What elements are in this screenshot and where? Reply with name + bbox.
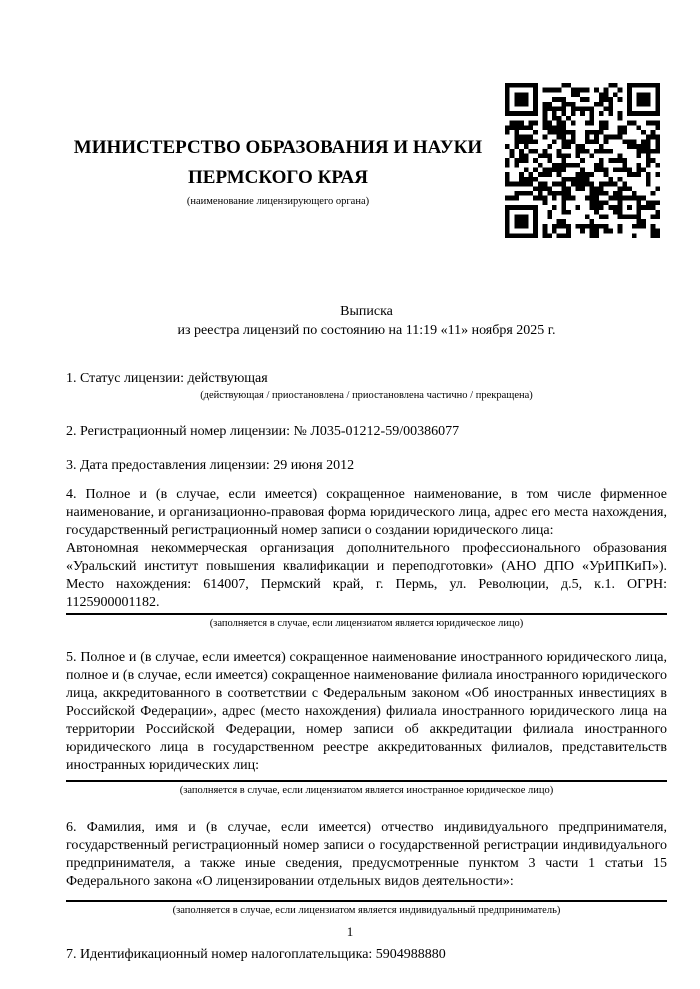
taxpayer-number: 7. Идентификационный номер налогоплательщика: 5904988880 [66, 947, 446, 962]
legal-entity-prompt: 4. Полное и (в случае, если имеется) сокращенное наименование, в том числе фирменное наименование, и организационно-правовая форма юридического лица, адрес его места нахождения, государственный регистрационный номер записи о создании юридического лица: [66, 487, 667, 538]
ministry-name-line2: ПЕРМСКОГО КРАЯ [188, 167, 368, 188]
license-status-caption: (действующая / приостановлена / приостановлена частично / прекращена) [200, 390, 533, 401]
foreign-entity-prompt: 5. Полное и (в случае, если имеется) сокращенное наименование иностранного юридического лица, полное и (в случае, если имеется) сокращенное наименование филиала иностранного юридического лица, аккредитованного в соответствии с Федеральным законом «Об иностранных инвестициях в Российской Федерации», адрес (место нахождения) филиала иностранного юридического лица на территории Российской Федерации, номер записи об аккредитации филиала иностранного юридического лица в государственном реестре аккредитованных филиалов, представительств иностранных юридических лиц: [66, 650, 667, 773]
entrepreneur-prompt: 6. Фамилия, имя и (в случае, если имеется) отчество индивидуального предпринимателя, государственный регистрационный номер записи о государственной регистрации индивидуального предпринимателя, а также иные сведения, предусмотренные пунктом 3 части 1 статьи 15 Федерального закона «О лицензировании отдельных видов деятельности»: [66, 820, 667, 889]
license-registration-number: 2. Регистрационный номер лицензии: № Л035-01212-59/00386077 [66, 424, 460, 439]
license-status: 1. Статус лицензии: действующая [66, 371, 268, 386]
legal-entity-caption: (заполняется в случае, если лицензиатом является юридическое лицо) [209, 618, 524, 629]
ministry-header-caption: (наименование лицензирующего органа) [186, 196, 370, 207]
document-title [66, 302, 667, 340]
section-divider [66, 900, 667, 902]
document-title-line2: из реестра лицензий по состоянию на 11:19 «11» ноября 2025 г. [177, 323, 556, 338]
foreign-entity-caption: (заполняется в случае, если лицензиатом является иностранное юридическое лицо) [179, 785, 554, 796]
section-divider [66, 613, 667, 615]
legal-entity-value: Автономная некоммерческая организация дополнительного профессионального образования «Уральский институт повышения квалификации и переподготовки» (АНО ДПО «УрИПКиП»). Место нахождения: 614007, Пермский край, г. Пермь, ул. Революции, д.5, к.1. ОГРН: 1125900001182. [66, 541, 667, 610]
document-title-line1: Выписка [340, 304, 393, 319]
page-number: 1 [346, 924, 354, 939]
entrepreneur-caption: (заполняется в случае, если лицензиатом является индивидуальный предприниматель) [172, 905, 561, 916]
section-divider [66, 780, 667, 782]
document-body [66, 0, 667, 964]
license-grant-date: 3. Дата предоставления лицензии: 29 июня 2012 [66, 458, 355, 473]
ministry-name-line1: МИНИСТЕРСТВО ОБРАЗОВАНИЯ И НАУКИ [73, 137, 483, 158]
